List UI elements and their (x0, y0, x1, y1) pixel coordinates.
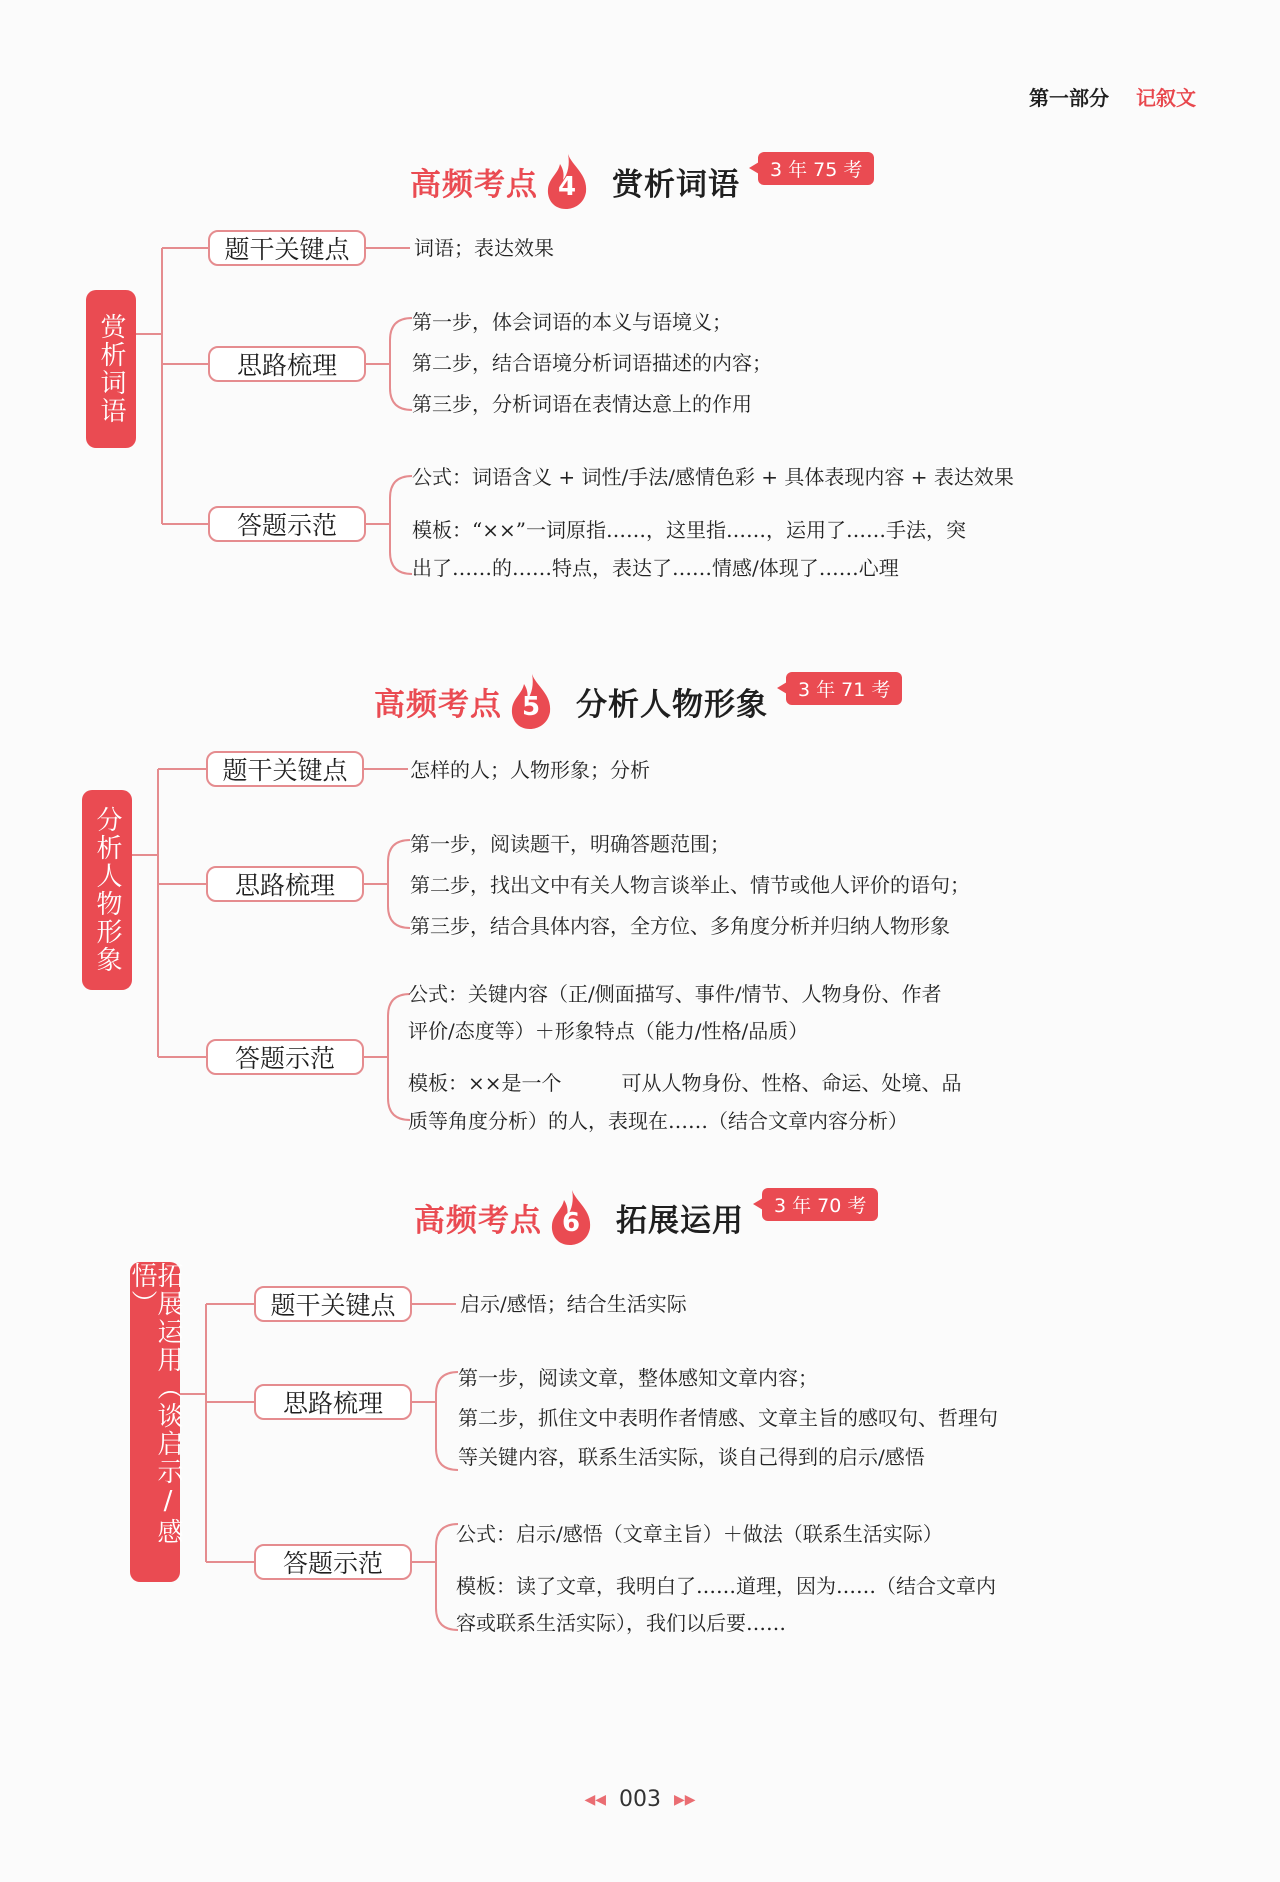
page-number (0, 1787, 1280, 1812)
formula-line: 公式：启示/感悟（文章主旨）＋做法（联系生活实际） (456, 1522, 943, 1546)
flame-icon (548, 1188, 594, 1246)
step-line: 第二步，结合语境分析词语描述的内容； (412, 351, 772, 375)
keypoint-text: 启示/感悟；结合生活实际 (460, 1292, 687, 1316)
section-title-6 (414, 1182, 878, 1252)
formula-line: 评价/态度等）＋形象特点（能力/性格/品质） (408, 1019, 809, 1043)
section-title-5 (374, 666, 902, 736)
node-keypoint: 题干关键点 (254, 1286, 412, 1322)
flame-icon (508, 672, 554, 730)
chevron-right-icon: ▶▶ (674, 1792, 696, 1808)
flame-icon (544, 152, 590, 210)
step-line: 第二步，找出文中有关人物言谈举止、情节或他人评价的语句； (410, 873, 970, 897)
page-number-text: 003 (619, 1787, 661, 1812)
node-keypoint: 题干关键点 (208, 230, 366, 266)
topic-title: 拓展运用 (616, 1202, 744, 1239)
side-label: 赏析词语 (86, 290, 136, 448)
key-point-label: 高频考点 (410, 166, 538, 203)
formula-line: 公式：关键内容（正/侧面描写、事件/情节、人物身份、作者 (408, 982, 942, 1006)
step-line: 第二步，抓住文中表明作者情感、文章主旨的感叹句、哲理句 (458, 1406, 998, 1430)
side-label: 拓展运用（谈启示/感悟） (130, 1262, 180, 1582)
node-thinking: 思路梳理 (254, 1384, 412, 1420)
step-line: 第三步，结合具体内容，全方位、多角度分析并归纳人物形象 (410, 914, 950, 938)
node-example: 答题示范 (254, 1544, 412, 1580)
side-label: 分析人物形象 (82, 790, 132, 990)
node-thinking: 思路梳理 (206, 866, 364, 902)
chevron-left-icon: ◀◀ (584, 1792, 606, 1808)
node-example: 答题示范 (206, 1039, 364, 1075)
node-thinking: 思路梳理 (208, 346, 366, 382)
formula-line: 公式：词语含义 + 词性/手法/感情色彩 + 具体表现内容 + 表达效果 (412, 465, 1014, 489)
topic-title: 分析人物形象 (576, 686, 768, 723)
topic-title: 赏析词语 (612, 166, 740, 203)
step-line: 等关键内容，联系生活实际，谈自己得到的启示/感悟 (458, 1445, 925, 1469)
template-line: 质等角度分析）的人，表现在……（结合文章内容分析） (408, 1109, 908, 1133)
step-line: 第一步，阅读文章，整体感知文章内容； (458, 1366, 818, 1390)
step-line: 第一步，阅读题干，明确答题范围； (410, 832, 730, 856)
key-point-label: 高频考点 (374, 686, 502, 723)
key-point-number: 6 (561, 1208, 581, 1238)
template-line: 模板：“××”一词原指……，这里指……，运用了……手法，突 (412, 518, 966, 542)
node-example: 答题示范 (208, 506, 366, 542)
section-title-4 (410, 146, 874, 216)
frequency-tag: 3 年 75 考 (758, 152, 874, 185)
key-point-number: 5 (521, 692, 541, 722)
keypoint-text: 怎样的人；人物形象；分析 (410, 758, 650, 782)
template-line: 容或联系生活实际），我们以后要…… (456, 1611, 786, 1635)
category-label: 记叙文 (1136, 86, 1196, 110)
template-line: 模板：读了文章，我明白了……道理，因为……（结合文章内 (456, 1574, 996, 1598)
key-point-label: 高频考点 (414, 1202, 542, 1239)
node-keypoint: 题干关键点 (206, 751, 364, 787)
step-line: 第一步，体会词语的本义与语境义； (412, 310, 732, 334)
keypoint-text: 词语；表达效果 (414, 236, 554, 260)
frequency-tag: 3 年 70 考 (762, 1188, 878, 1221)
template-line: 出了……的……特点，表达了……情感/体现了……心理 (412, 556, 899, 580)
template-line: 模板：××是一个 可从人物身份、性格、命运、处境、品 (408, 1071, 962, 1095)
step-line: 第三步，分析词语在表情达意上的作用 (412, 392, 752, 416)
frequency-tag: 3 年 71 考 (786, 672, 902, 705)
key-point-number: 4 (557, 172, 577, 202)
part-label: 第一部分 (1029, 86, 1110, 110)
